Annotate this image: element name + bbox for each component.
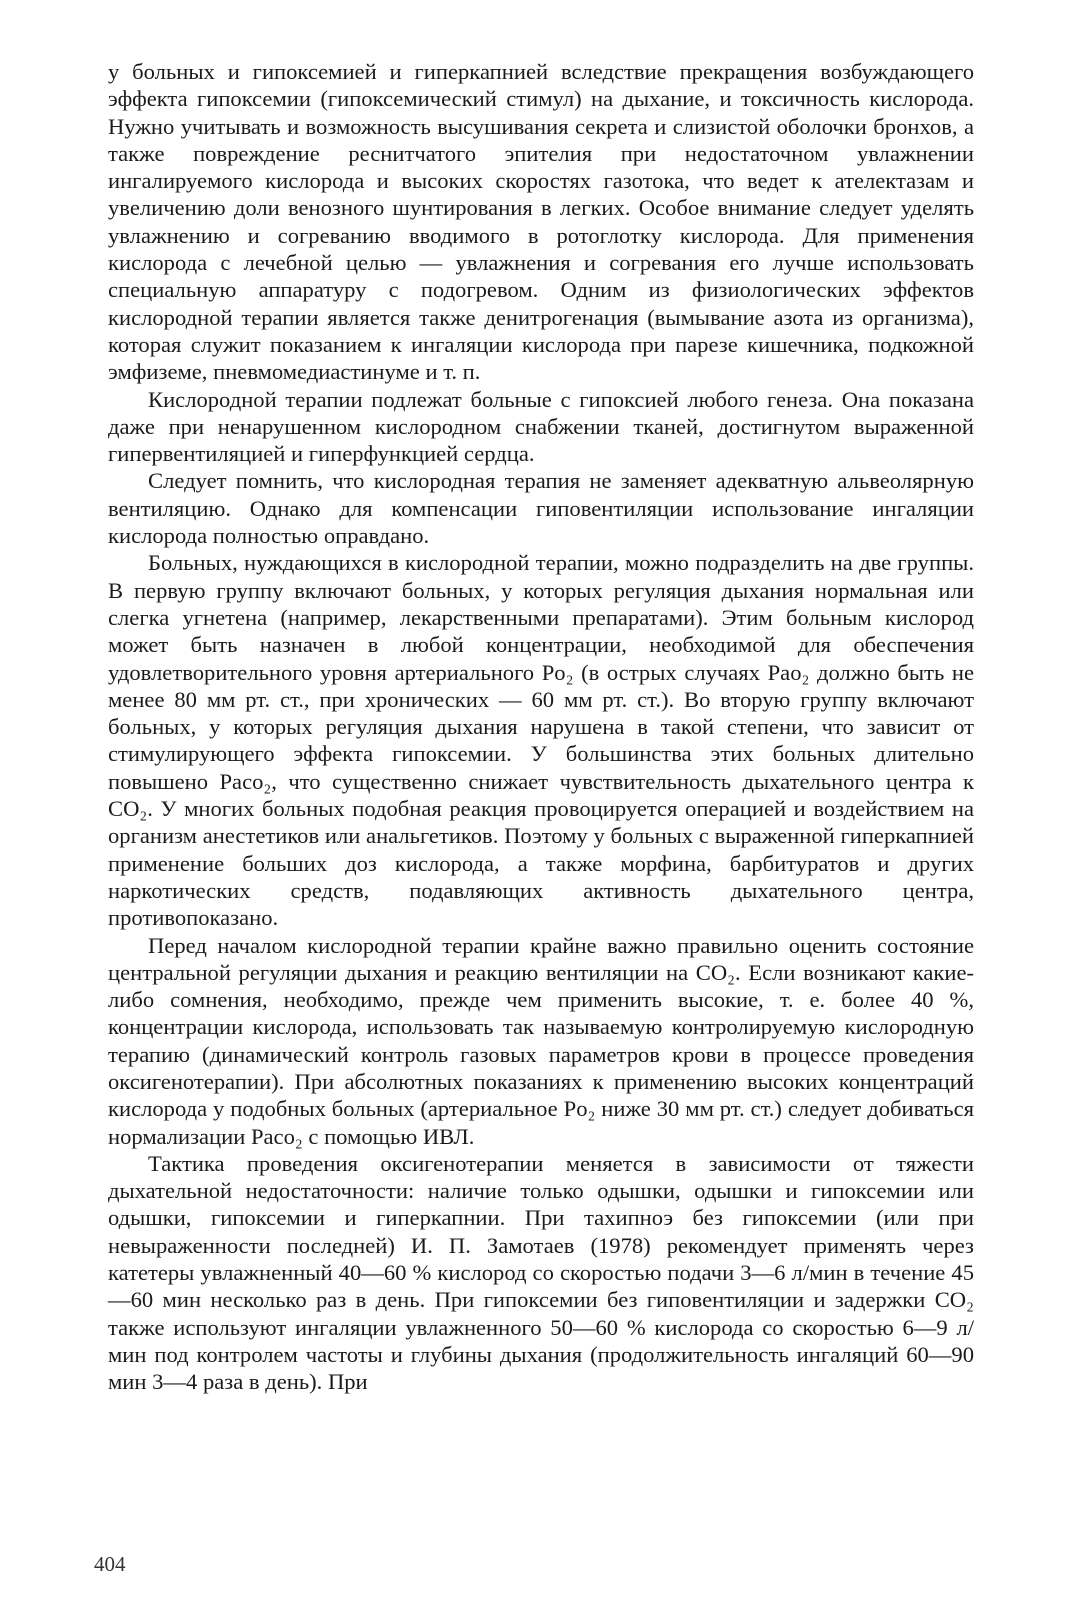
paragraph-3: Следует помнить, что кислородная терапия не заменяет адекватную альвеолярную вентиляцию. Однако для компенсации гиповентиляции использование ингаляции кислорода полностью оправдано.: [108, 468, 974, 549]
paragraph-6: Тактика проведения оксигенотерапии меняется в зависимости от тяжести дыхательной недостаточности: наличие только одышки, одышки и гипоксемии или одышки, гипоксемии и гиперкапнии. При тахипноэ без гипоксемии (или при невыраженности последней) И. П. Замотаев (1978) рекомендует применять через катетеры увлажненный 40—60 % кислород со скоростью подачи 3—6 л/мин в течение 45—60 мин несколько раз в день. При гипоксемии без гиповентиляции и задержки CO₂ также используют ингаляции увлажненного 50—60 % кислорода со скоростью 6—9 л/мин под контролем частоты и глубины дыхания (продолжительность ингаляций 60—90 мин 3—4 раза в день). При: [108, 1150, 974, 1395]
paragraph-5: Перед началом кислородной терапии крайне важно правильно оценить состояние центральной регуляции дыхания и реакцию вентиляции на CO₂. Если возникают какие-либо сомнения, необходимо, прежде чем применить высокие, т. е. более 40 %, концентрации кислорода, использовать так называемую контролируемую кислородную терапию (динамический контроль газовых параметров крови в процессе проведения оксигенотерапии). При абсолютных показаниях к применению высоких концентраций кислорода у подобных больных (артериальное Pо₂ ниже 30 мм рт. ст.) следует добиваться нормализации Paсо₂ с помощью ИВЛ.: [108, 932, 974, 1149]
paragraph-2: Кислородной терапии подлежат больные с гипоксией любого генеза. Она показана даже при ненарушенном кислородном снабжении тканей, достигнутом выраженной гипервентиляцией и гиперфункцией сердца.: [108, 386, 974, 467]
page-body: [108, 58, 974, 1396]
paragraph-4: Больных, нуждающихся в кислородной терапии, можно подразделить на две группы. В первую группу включают больных, у которых регуляция дыхания нормальная или слегка угнетена (например, лекарственными препаратами). Этим больным кислород может быть назначен в любой концентрации, необходимой для обеспечения удовлетворительного уровня артериального Pо₂ (в острых случаях Paо₂ должно быть не менее 80 мм рт. ст., при хронических — 60 мм рт. ст.). Во вторую группу включают больных, у которых регуляция дыхания нарушена в такой степени, что зависит от стимулирующего эффекта гипоксемии. У большинства этих больных длительно повышено Paсо₂, что существенно снижает чувствительность дыхательного центра к CO₂. У многих больных подобная реакция провоцируется операцией и воздействием на организм анестетиков или анальгетиков. Поэтому у больных с выраженной гиперкапнией применение больших доз кислорода, а также морфина, барбитуратов и других наркотических средств, подавляющих активность дыхательного центра, противопоказано.: [108, 550, 974, 931]
page-number: 404: [94, 1552, 126, 1576]
paragraph-1: у больных и гипоксемией и гиперкапнией вследствие прекращения возбуждающего эффекта гипоксемии (гипоксемический стимул) на дыхание, и токсичность кислорода. Нужно учитывать и возможность высушивания секрета и слизистой оболочки бронхов, а также повреждение реснитчатого эпителия при недостаточном увлажнении ингалируемого кислорода и высоких скоростях газотока, что ведет к ателектазам и увеличению доли венозного шунтирования в легких. Особое внимание следует уделять увлажнению и согреванию вводимого в ротоглотку кислорода. Для применения кислорода с лечебной целью — увлажнения и согревания его лучше использовать специальную аппаратуру с подогревом. Одним из физиологических эффектов кислородной терапии является также денитрогенация (вымывание азота из организма), которая служит показанием к ингаляции кислорода при парезе кишечника, подкожной эмфиземе, пневмомедиастинуме и т. п.: [108, 59, 974, 385]
